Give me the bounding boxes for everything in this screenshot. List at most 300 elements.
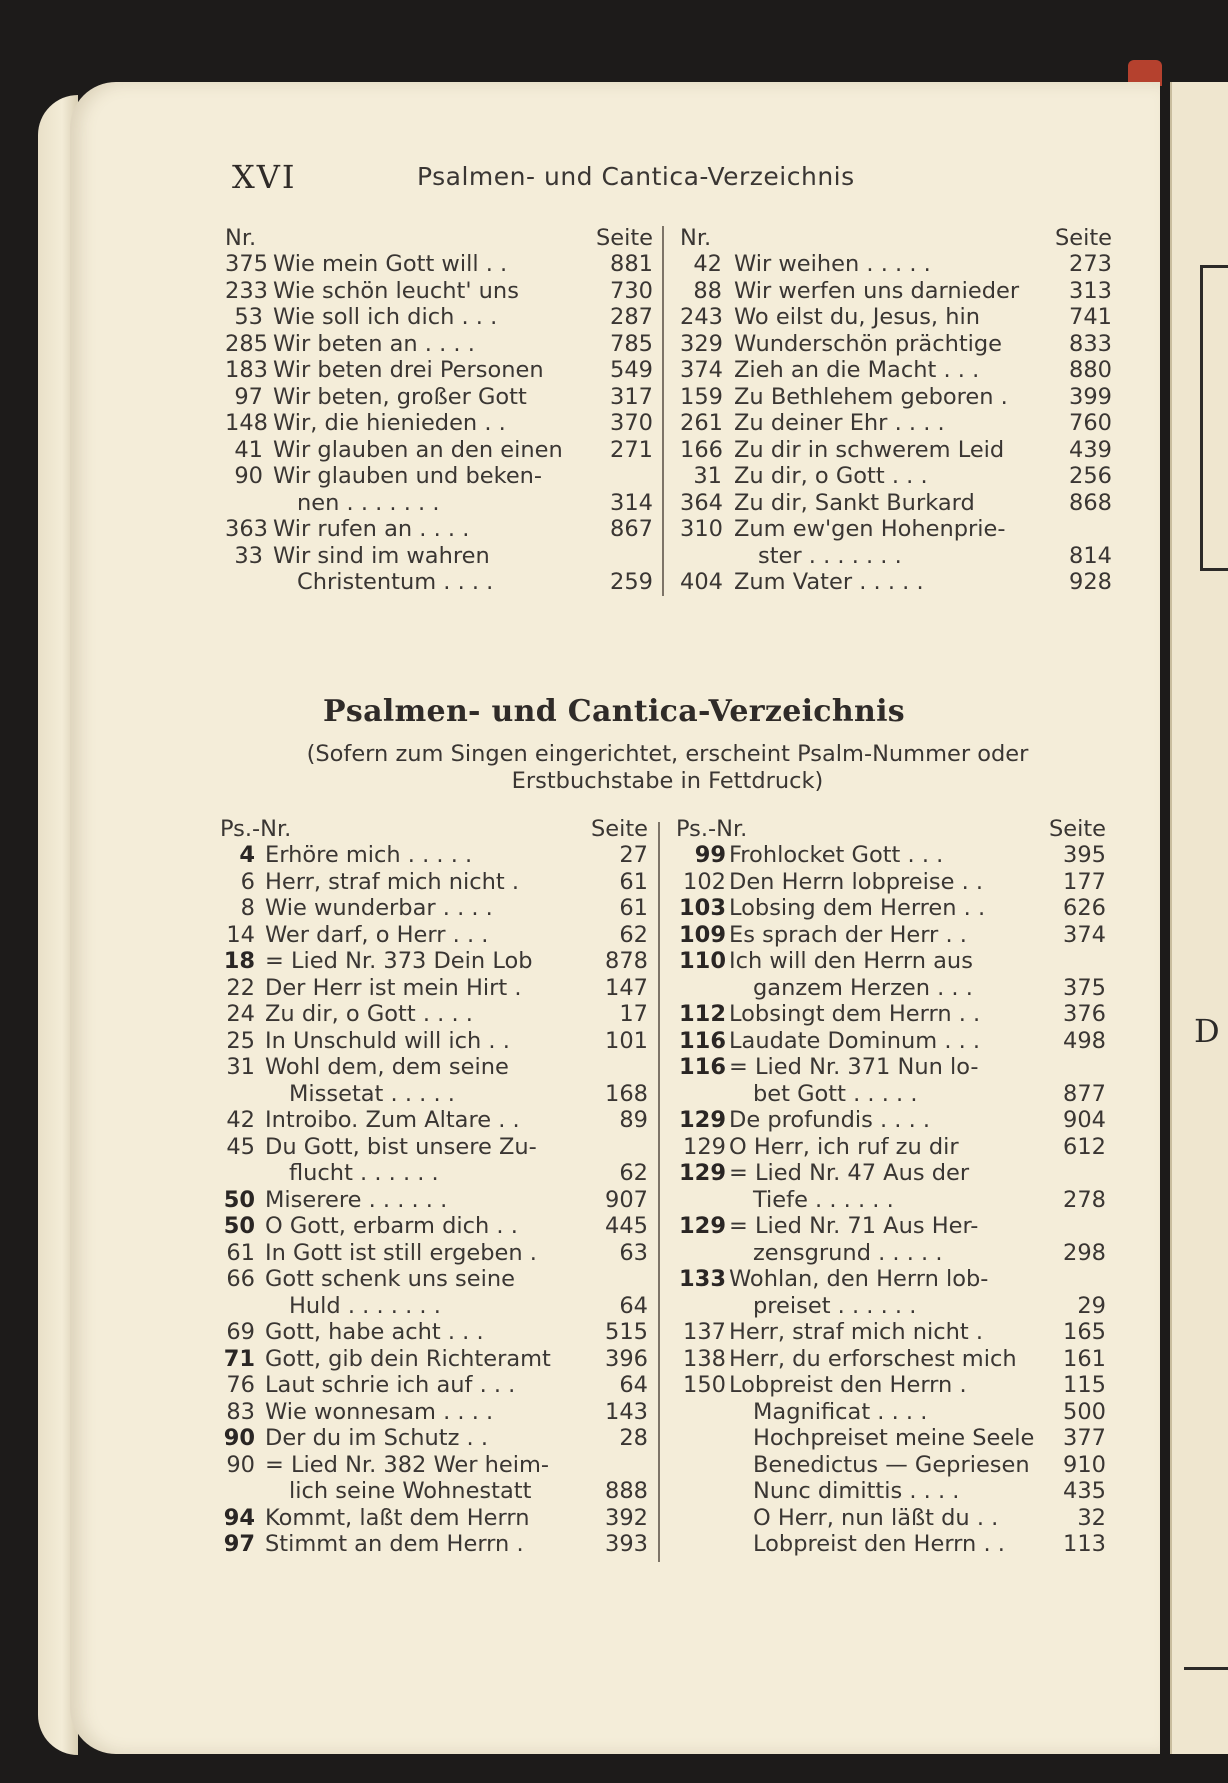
entry-number: 138 (683, 1345, 726, 1372)
entry-page: 271 (610, 436, 653, 463)
column-header (676, 816, 1106, 842)
entry-number: 285 (225, 330, 268, 357)
entry-title: Wir werfen uns darnieder (734, 277, 1020, 304)
entry-title: Herr, straf mich nicht . (729, 1319, 984, 1345)
index-entry (676, 1372, 1106, 1399)
index-entry (225, 410, 653, 437)
entry-number: 94 (223, 1504, 255, 1531)
index-entry (680, 357, 1112, 384)
entry-number: 42 (693, 251, 722, 277)
index-entry (220, 1213, 648, 1240)
entry-page: 393 (605, 1531, 648, 1557)
running-header (232, 158, 1012, 198)
entry-page: 880 (1069, 357, 1112, 383)
entry-page: 445 (605, 1213, 648, 1239)
entry-number: 66 (226, 1266, 255, 1292)
entry-title: Wo eilst du, Jesus, hin (734, 304, 980, 330)
entry-title: Wie mein Gott will . . (273, 251, 508, 277)
entry-page: 888 (605, 1478, 648, 1504)
index-entry (225, 569, 653, 596)
entry-title: Ich will den Herrn aus (729, 948, 973, 974)
entry-number: 6 (240, 868, 255, 895)
entry-title: Wohl dem, dem seine (265, 1054, 509, 1080)
index-entry (676, 1293, 1106, 1320)
entry-number: 31 (693, 463, 722, 489)
entry-number: 45 (226, 1133, 255, 1160)
entry-title: Missetat . . . . . (289, 1080, 455, 1107)
entry-page: 500 (1063, 1398, 1106, 1425)
entry-page: 287 (610, 304, 653, 330)
entry-title: Stimmt an dem Herrn . (265, 1531, 524, 1557)
index-entry (220, 1425, 648, 1452)
page-header: Seite (1054, 225, 1112, 251)
entry-page: 63 (619, 1239, 648, 1266)
index-entry (676, 1425, 1106, 1452)
index-entry (676, 1266, 1106, 1293)
entry-number: 148 (225, 410, 268, 436)
entry-title: Wir glauben und beken- (273, 463, 543, 489)
entry-page: 62 (619, 921, 648, 948)
entry-title: O Gott, erbarm dich . . (265, 1213, 518, 1239)
entry-title: Gott, habe acht . . . (265, 1319, 484, 1345)
entry-number: 69 (226, 1319, 255, 1345)
psnr-header: Ps.-Nr. (676, 816, 748, 842)
index-entry (676, 1319, 1106, 1346)
nr-header: Nr. (680, 225, 712, 251)
entry-number: 18 (223, 948, 255, 974)
index-entry (676, 948, 1106, 975)
entry-page: 314 (610, 489, 653, 516)
page-header: Seite (595, 225, 653, 251)
index-entry (676, 1531, 1106, 1558)
entry-number: 243 (680, 304, 723, 330)
index-entry (680, 278, 1112, 305)
index-entry (225, 543, 653, 570)
index-entry (676, 1107, 1106, 1134)
entry-title: = Lied Nr. 373 Dein Lob (265, 948, 533, 974)
entry-page: 161 (1063, 1345, 1106, 1372)
entry-number: 375 (225, 251, 268, 277)
entry-title: Hochpreiset meine Seele (753, 1425, 1035, 1451)
index-entry (225, 304, 653, 331)
entry-number: 116 (679, 1027, 726, 1054)
index-entry (225, 384, 653, 411)
index-entry (220, 948, 648, 975)
index-entry (676, 1001, 1106, 1028)
entry-page: 392 (605, 1504, 648, 1531)
index-entry (676, 1028, 1106, 1055)
entry-number: 116 (679, 1054, 726, 1080)
entry-title: ster . . . . . . . (758, 542, 902, 569)
entry-title: Wohlan, den Herrn lob- (729, 1266, 989, 1292)
running-title: Psalmen- und Cantica-Verzeichnis (417, 162, 855, 191)
entry-number: 8 (240, 895, 255, 921)
entry-number: 404 (680, 569, 723, 595)
index-entry (676, 975, 1106, 1002)
entry-title: In Unschuld will ich . . (265, 1027, 510, 1054)
index-entry (676, 869, 1106, 896)
index-entry (680, 463, 1112, 490)
entry-page: 64 (619, 1292, 648, 1319)
index-entry (220, 869, 648, 896)
entry-title: Zu dir, Sankt Burkard (734, 489, 975, 516)
entry-page: 278 (1063, 1186, 1106, 1213)
entry-number: 53 (234, 304, 263, 330)
entry-page: 785 (610, 330, 653, 357)
index-entry (220, 1478, 648, 1505)
index-entry (225, 516, 653, 543)
entry-number: 97 (234, 383, 263, 410)
entry-title: Zu dir, o Gott . . . (734, 463, 928, 489)
index-entry (220, 1081, 648, 1108)
entry-page: 626 (1063, 895, 1106, 921)
index-entry (680, 251, 1112, 278)
entry-number: 83 (226, 1398, 255, 1425)
entry-number: 129 (679, 1107, 726, 1133)
page-header: Seite (1048, 816, 1106, 842)
facing-page-letter: D (1194, 1012, 1220, 1050)
index-entry (220, 1531, 648, 1558)
entry-page: 89 (619, 1107, 648, 1133)
index-entry (220, 842, 648, 869)
index-entry (220, 1319, 648, 1346)
entry-number: 90 (223, 1425, 255, 1451)
entry-page: 147 (605, 974, 648, 1001)
entry-title: O Herr, nun läßt du . . (753, 1504, 999, 1531)
entry-page: 64 (619, 1372, 648, 1398)
entry-number: 22 (226, 974, 255, 1001)
entry-title: Christentum . . . . (297, 569, 494, 595)
index-entry (220, 1346, 648, 1373)
entry-title: Zu dir in schwerem Leid (734, 436, 1005, 463)
facing-page-edge (1170, 82, 1228, 1754)
index-entry (220, 1001, 648, 1028)
entry-page: 395 (1063, 842, 1106, 868)
entry-title: Der du im Schutz . . (265, 1425, 489, 1451)
entry-number: 33 (234, 542, 263, 569)
entry-number: 90 (234, 463, 263, 489)
entry-title: Herr, du erforschest mich (729, 1345, 1017, 1372)
entry-page: 928 (1069, 569, 1112, 595)
entry-number: 25 (226, 1027, 255, 1054)
entry-title: Wir rufen an . . . . (273, 516, 470, 542)
entry-page: 17 (619, 1001, 648, 1027)
entry-title: Wie wunderbar . . . . (265, 895, 493, 921)
entry-page: 62 (619, 1160, 648, 1186)
entry-page: 814 (1069, 542, 1112, 569)
entry-title: Lobsingt dem Herrn . . (729, 1001, 981, 1027)
entry-number: 310 (680, 516, 723, 542)
entry-title: preiset . . . . . . (753, 1292, 917, 1319)
index-entry (220, 1505, 648, 1532)
entry-page: 760 (1069, 410, 1112, 436)
entry-page: 435 (1063, 1478, 1106, 1504)
entry-page: 396 (605, 1345, 648, 1372)
index-entry (225, 251, 653, 278)
entry-title: bet Gott . . . . . (753, 1080, 918, 1107)
entry-page: 61 (619, 895, 648, 921)
column-divider (662, 226, 664, 596)
entry-page: 61 (619, 868, 648, 895)
index-entry (680, 490, 1112, 517)
entry-number: 97 (223, 1531, 255, 1557)
index-entry (676, 1081, 1106, 1108)
page-header: Seite (590, 816, 648, 842)
index-entry (676, 1399, 1106, 1426)
index-entry (676, 1134, 1106, 1161)
entry-title: Wir beten drei Personen (273, 357, 544, 383)
songs-index-left-column (225, 225, 653, 596)
entry-page: 439 (1069, 436, 1112, 463)
entry-title: nen . . . . . . . (297, 489, 440, 516)
entry-title: In Gott ist still ergeben . (265, 1239, 537, 1266)
entry-number: 159 (680, 383, 723, 410)
entry-page: 377 (1063, 1425, 1106, 1451)
entry-page: 143 (605, 1398, 648, 1425)
entry-number: 71 (223, 1345, 255, 1372)
entry-number: 129 (679, 1160, 726, 1186)
column-header (225, 225, 653, 251)
entry-title: Huld . . . . . . . (289, 1292, 441, 1319)
entry-number: 109 (679, 921, 726, 948)
entry-title: Laut schrie ich auf . . . (265, 1372, 516, 1398)
index-entry (225, 331, 653, 358)
entry-page: 833 (1069, 330, 1112, 357)
entry-page: 881 (610, 251, 653, 277)
nr-header: Nr. (225, 225, 257, 251)
entry-number: 364 (680, 489, 723, 516)
entry-number: 50 (223, 1213, 255, 1239)
index-entry (225, 437, 653, 464)
entry-number: 110 (679, 948, 726, 974)
entry-title: Wunderschön prächtige (734, 330, 1003, 357)
index-entry (220, 922, 648, 949)
index-entry (680, 437, 1112, 464)
entry-page: 549 (610, 357, 653, 383)
index-entry (220, 1266, 648, 1293)
entry-number: 103 (679, 895, 726, 921)
entry-title: Wie soll ich dich . . . (273, 304, 498, 330)
entry-title: flucht . . . . . . (289, 1160, 439, 1186)
entry-title: = Lied Nr. 71 Aus Her- (729, 1213, 979, 1239)
psalms-index-right-column (676, 816, 1106, 1558)
index-entry (680, 410, 1112, 437)
index-entry (676, 922, 1106, 949)
entry-page: 498 (1063, 1027, 1106, 1054)
entry-number: 150 (683, 1372, 726, 1398)
index-entry (676, 1187, 1106, 1214)
entry-page: 256 (1069, 463, 1112, 489)
entry-number: 14 (226, 921, 255, 948)
entry-number: 50 (223, 1186, 255, 1213)
entry-title: Wer darf, o Herr . . . (265, 921, 489, 948)
entry-page: 273 (1069, 251, 1112, 277)
entry-page: 515 (605, 1319, 648, 1345)
entry-title: Es sprach der Herr . . (729, 921, 967, 948)
entry-page: 259 (610, 569, 653, 595)
entry-title: ganzem Herzen . . . (753, 974, 973, 1001)
entry-number: 4 (239, 842, 255, 868)
entry-title: Kommt, laßt dem Herrn (265, 1504, 530, 1531)
index-entry (220, 1107, 648, 1134)
index-entry (676, 842, 1106, 869)
index-entry (680, 384, 1112, 411)
entry-title: Wir sind im wahren (273, 542, 490, 569)
entry-page: 375 (1063, 974, 1106, 1001)
entry-page: 877 (1063, 1080, 1106, 1107)
entry-title: Laudate Dominum . . . (729, 1027, 981, 1054)
entry-page: 904 (1063, 1107, 1106, 1133)
entry-page: 298 (1063, 1239, 1106, 1266)
entry-title: Wir, die hienieden . . (273, 410, 506, 436)
index-entry (680, 516, 1112, 543)
entry-number: 166 (680, 436, 723, 463)
index-entry (680, 543, 1112, 570)
entry-title: Zum ew'gen Hohenprie- (734, 516, 1006, 542)
entry-title: lich seine Wohnestatt (289, 1478, 532, 1504)
column-header (220, 816, 648, 842)
index-entry (220, 1372, 648, 1399)
column-divider (658, 822, 660, 1562)
index-entry (680, 331, 1112, 358)
page-number: XVI (232, 158, 297, 196)
entry-page: 878 (605, 948, 648, 974)
index-entry (220, 1134, 648, 1161)
entry-number: 183 (225, 357, 268, 383)
entry-page: 907 (605, 1186, 648, 1213)
entry-title: Wir beten an . . . . (273, 330, 475, 357)
entry-number: 42 (226, 1107, 255, 1133)
index-entry (220, 1160, 648, 1187)
entry-page: 317 (610, 383, 653, 410)
index-entry (676, 1160, 1106, 1187)
entry-title: Herr, straf mich nicht . (265, 868, 520, 895)
entry-page: 376 (1063, 1001, 1106, 1027)
entry-title: Frohlocket Gott . . . (729, 842, 944, 868)
index-entry (220, 1187, 648, 1214)
entry-title: = Lied Nr. 47 Aus der (729, 1160, 970, 1186)
songs-index-right-column (680, 225, 1112, 596)
entry-title: Zieh an die Macht . . . (734, 357, 980, 383)
entry-number: 31 (226, 1054, 255, 1080)
index-entry (225, 357, 653, 384)
entry-page: 374 (1063, 921, 1106, 948)
entry-title: Tiefe . . . . . . (753, 1186, 894, 1213)
entry-title: Wie wonnesam . . . . (265, 1398, 494, 1425)
entry-page: 612 (1063, 1133, 1106, 1160)
entry-page: 113 (1063, 1531, 1106, 1557)
entry-page: 868 (1069, 489, 1112, 516)
entry-number: 329 (680, 330, 723, 357)
entry-page: 101 (605, 1027, 648, 1054)
entry-title: Benedictus — Gepriesen (753, 1451, 1030, 1478)
index-entry (676, 1505, 1106, 1532)
entry-number: 363 (225, 516, 268, 542)
index-entry (676, 1452, 1106, 1479)
section-title: Psalmen- und Cantica-Verzeichnis (323, 694, 905, 729)
entry-page: 399 (1069, 383, 1112, 410)
entry-page: 168 (605, 1080, 648, 1107)
entry-title: Zu Bethlehem geboren . (734, 383, 1008, 410)
entry-title: = Lied Nr. 371 Nun lo- (729, 1054, 979, 1080)
entry-page: 115 (1063, 1372, 1106, 1398)
entry-page: 27 (619, 842, 648, 868)
entry-number: 102 (683, 868, 726, 895)
index-entry (220, 1054, 648, 1081)
index-entry (220, 1452, 648, 1479)
entry-title: Wie schön leucht' uns (273, 277, 519, 304)
entry-title: zensgrund . . . . . (753, 1239, 943, 1266)
entry-title: O Herr, ich ruf zu dir (729, 1133, 959, 1160)
entry-page: 867 (610, 516, 653, 542)
entry-number: 99 (694, 842, 726, 868)
entry-title: Erhöre mich . . . . . (265, 842, 473, 868)
entry-number: 76 (226, 1372, 255, 1398)
entry-title: Miserere . . . . . . (265, 1186, 448, 1213)
index-entry (680, 304, 1112, 331)
entry-number: 24 (226, 1001, 255, 1027)
entry-page: 29 (1077, 1292, 1106, 1319)
index-entry (225, 278, 653, 305)
facing-page-rule (1184, 1667, 1228, 1670)
entry-number: 61 (226, 1239, 255, 1266)
entry-title: = Lied Nr. 382 Wer heim- (265, 1451, 550, 1478)
entry-title: Zum Vater . . . . . (734, 569, 924, 595)
entry-title: Nunc dimittis . . . . (753, 1478, 960, 1504)
entry-number: 90 (226, 1451, 255, 1478)
entry-title: Magnificat . . . . (753, 1398, 928, 1425)
index-entry (676, 1240, 1106, 1267)
entry-number: 88 (693, 277, 722, 304)
entry-title: Introibo. Zum Altare . . (265, 1107, 520, 1133)
index-entry (676, 1054, 1106, 1081)
entry-title: Lobpreist den Herrn . (729, 1372, 967, 1398)
index-entry (220, 1293, 648, 1320)
entry-title: Den Herrn lobpreise . . (729, 868, 984, 895)
entry-page: 313 (1069, 277, 1112, 304)
index-entry (220, 1399, 648, 1426)
index-entry (225, 490, 653, 517)
entry-number: 133 (679, 1266, 726, 1292)
entry-number: 374 (680, 357, 723, 383)
index-entry (676, 1346, 1106, 1373)
entry-page: 165 (1063, 1319, 1106, 1345)
entry-title: Gott, gib dein Richteramt (265, 1345, 551, 1372)
entry-number: 112 (679, 1001, 726, 1027)
entry-title: Gott schenk uns seine (265, 1266, 515, 1292)
entry-number: 233 (225, 277, 268, 304)
entry-page: 741 (1069, 304, 1112, 330)
psnr-header: Ps.-Nr. (220, 816, 292, 842)
section-note: (Sofern zum Singen eingerichtet, erscheint Psalm-Nummer oder Erstbuchstabe in Fettdruck) (306, 741, 1029, 794)
entry-title: Lobsing dem Herren . . (729, 895, 986, 921)
entry-number: 41 (234, 436, 263, 463)
entry-number: 129 (683, 1133, 726, 1160)
entry-title: Wir glauben an den einen (273, 436, 563, 463)
entry-page: 370 (610, 410, 653, 436)
entry-number: 129 (679, 1213, 726, 1239)
facing-page-frame (1200, 265, 1228, 571)
entry-title: De profundis . . . . (729, 1107, 931, 1133)
index-entry (220, 895, 648, 922)
entry-title: Der Herr ist mein Hirt . (265, 974, 522, 1001)
index-entry (680, 569, 1112, 596)
entry-page: 28 (619, 1425, 648, 1451)
index-entry (220, 975, 648, 1002)
index-entry (676, 1478, 1106, 1505)
entry-title: Wir weihen . . . . . (734, 251, 931, 277)
entry-page: 910 (1063, 1451, 1106, 1478)
